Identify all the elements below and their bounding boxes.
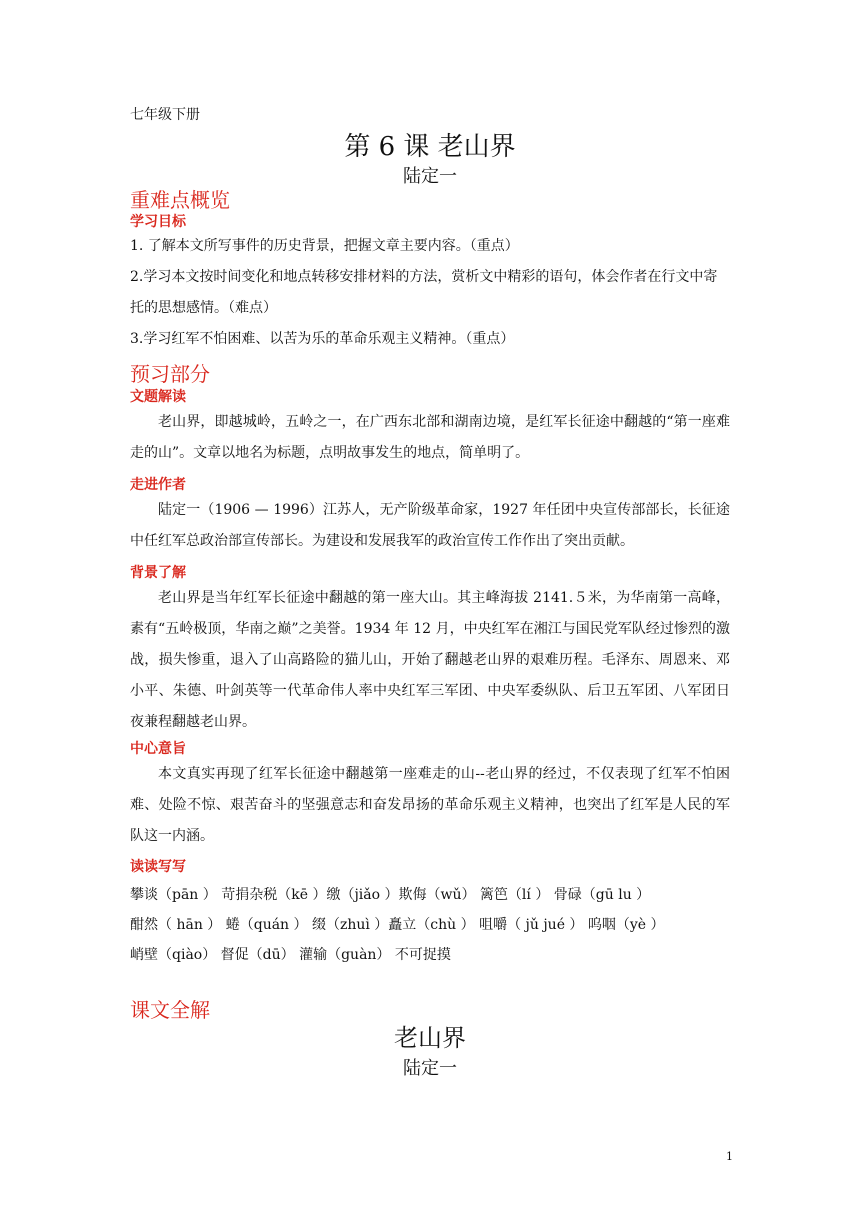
section-text: 老山界，即越城岭，五岭之一，在广西东北部和湖南边境，是红军长征途中翻越的“第一座难走的山”。文章以地名为标题，点明故事发生的地点，简单明了。 — [130, 414, 730, 461]
section-title: 文题解读 — [130, 389, 186, 405]
vocab-line: 峭壁（qiào） 督促（dū） 灌输（guàn） 不可捉摸 — [130, 947, 451, 963]
section-title: 中心意旨 — [130, 741, 186, 757]
section-text: 老山界是当年红军长征途中翻越的第一座大山。其主峰海拔 2141.５米，为华南第一高峰，素有“五岭极顶，华南之巅”之美誉。1934 年 12 月，中央红军在湘江与国民党军队经过惨烈的激战，损失惨重，退入了山高路险的猫儿山，开始了翻越老山界的艰难历程。毛泽东、周恩来、邓小平、朱德、叶剑英等一代革命伟人率中央红军三军团、中央军委纵队、后卫五军团、八军团日夜兼程翻越老山界。 — [130, 590, 730, 730]
vocab-title: 读读写写 — [130, 859, 186, 875]
lesson-author: 陆定一 — [403, 166, 457, 187]
goals-heading: 学习目标 — [130, 214, 186, 230]
section-text: 本文真实再现了红军长征途中翻越第一座难走的山--老山界的经过，不仅表现了红军不怕困难、处险不惊、艰苦奋斗的坚强意志和奋发昂扬的革命乐观主义精神，也突出了红军是人民的军队这一内涵。 — [130, 766, 730, 844]
vocab-line: 酣然（ hān ） 蜷（quán ） 缀（zhuì ）矗立（chù ） 咀嚼（ jǔ jué ） 呜咽（yè ） — [130, 917, 665, 933]
section-title: 背景了解 — [130, 565, 186, 581]
text-author: 陆定一 — [403, 1058, 457, 1079]
fulltext-heading: 课文全解 — [130, 998, 210, 1022]
overview-heading: 重难点概览 — [130, 188, 230, 212]
section-text: 陆定一（1906 — 1996）江苏人，无产阶级革命家，1927 年任团中央宣传部部长，长征途中任红军总政治部宣传部长。为建设和发展我军的政治宣传工作作出了突出贡献。 — [130, 502, 730, 549]
preview-heading: 预习部分 — [130, 362, 210, 386]
vocab-line: 攀谈（pān ） 苛捐杂税（kē ）缴（jiǎo ）欺侮（wǔ） 篱笆（lí ） 骨碌（gū lu ） — [130, 887, 651, 903]
text-title: 老山界 — [394, 1024, 466, 1052]
section-title: 走进作者 — [130, 477, 186, 493]
grade-label: 七年级下册 — [130, 107, 200, 123]
lesson-title: 第 6 课 老山界 — [344, 132, 516, 162]
page-number: 1 — [726, 1150, 733, 1163]
goal-item: 1. 了解本文所写事件的历史背景，把握文章主要内容。（重点） — [130, 238, 519, 254]
goal-item: 2.学习本文按时间变化和地点转移安排材料的方法，赏析文中精彩的语句，体会作者在行文中寄托的思想感情。（难点） — [130, 269, 718, 316]
goal-item: 3.学习红军不怕困难、以苦为乐的革命乐观主义精神。（重点） — [130, 331, 515, 347]
